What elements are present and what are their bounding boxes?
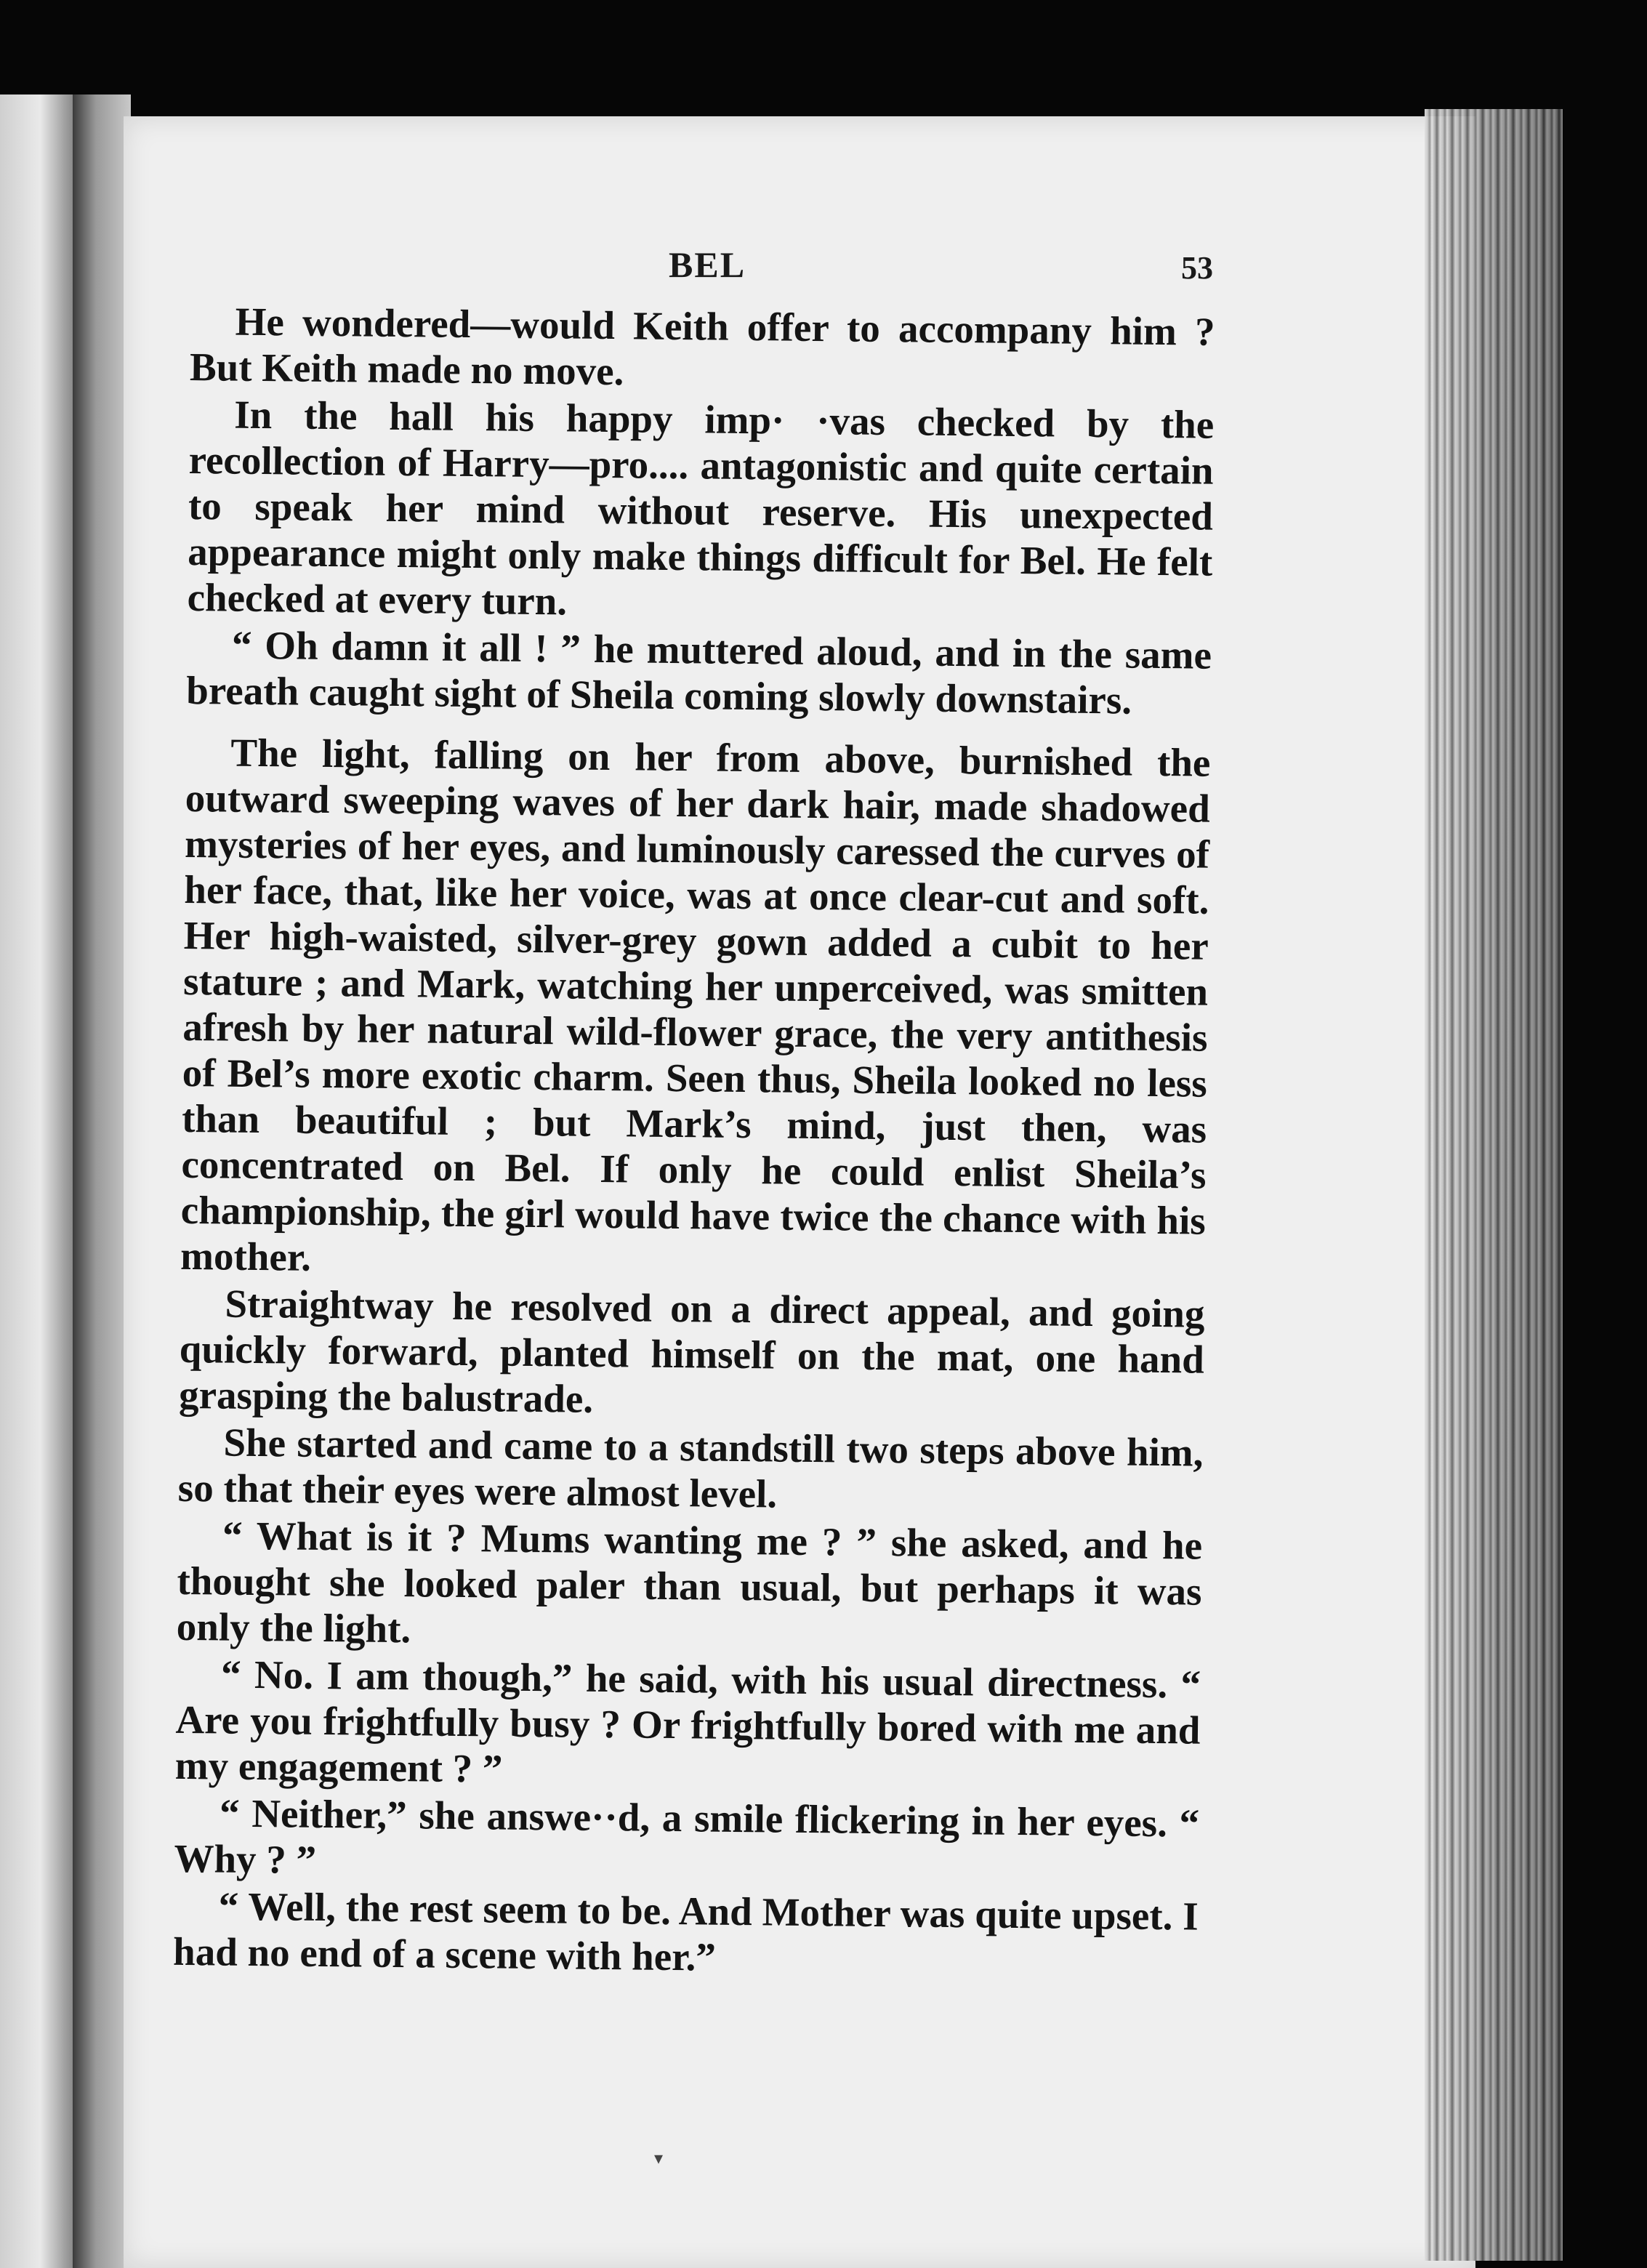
paragraph: “ What is it ? Mums wanting me ? ” she asked, and he thought she looked paler than usual, but perhaps it was only the light. [176, 1513, 1203, 1652]
paragraph: In the hall his happy imp· ·vas checked by the recollection of Harry—pro.... antagonistic and quite certain to speak her mind without reserve. His unexpected appearance might only make things difficult for Bel. He felt checked at every turn. [187, 392, 1215, 624]
paragraph: “ No. I am though,” he said, with his usual directness. “ Are you frightfully busy ? Or frightfully bored with me and my engagement ? ” [174, 1652, 1201, 1791]
running-head [124, 244, 1475, 287]
paragraph: “ Well, the rest seem to be. And Mother was quite upset. I had no end of a scene with her.” [172, 1883, 1199, 1979]
facing-page-edge [0, 94, 73, 2268]
book-gutter [73, 94, 131, 2268]
paragraph: “ Oh damn it all ! ” he muttered aloud, and in the same breath caught sight of Sheila coming slowly downstairs. [186, 622, 1212, 723]
paragraph: The light, falling on her from above, burnished the outward sweeping waves of her dark hair, made shadowed mysteries of her eyes, and luminously caressed the curves of her face, that, like her voice, was at once clear-cut and soft. Her high-waisted, silver-grey gown added a cubit to her stature ; and Mark, watching her unperceived, was smitten afresh by her natural wild-flower grace, the very antithesis of Bel’s more exotic charm. Seen thus, Sheila looked no less than beautiful ; but Mark’s mind, just then, was concentrated on Bel. If only he could enlist Sheila’s championship, the girl would have twice the chance with his mother. [180, 730, 1211, 1279]
paragraph: He wondered—would Keith offer to accompany him ? But Keith made no move. [189, 299, 1215, 394]
paragraph: “ Neither,” she answe··d, a smile flickering in her eyes. “ Why ? ” [174, 1790, 1200, 1882]
page-footer-mark: ▾ [654, 2150, 664, 2168]
body-text [173, 298, 1215, 1985]
paragraph: She started and came to a standstill two steps above him, so that their eyes were almost level. [177, 1420, 1204, 1516]
page-number: 53 [1181, 250, 1213, 286]
page-fore-edge [1425, 109, 1563, 2261]
paragraph: Straightway he resolved on a direct appeal, and going quickly forward, planted himself on the mat, one hand grasping the balustrade. [178, 1281, 1205, 1421]
running-title: BEL [669, 244, 746, 285]
